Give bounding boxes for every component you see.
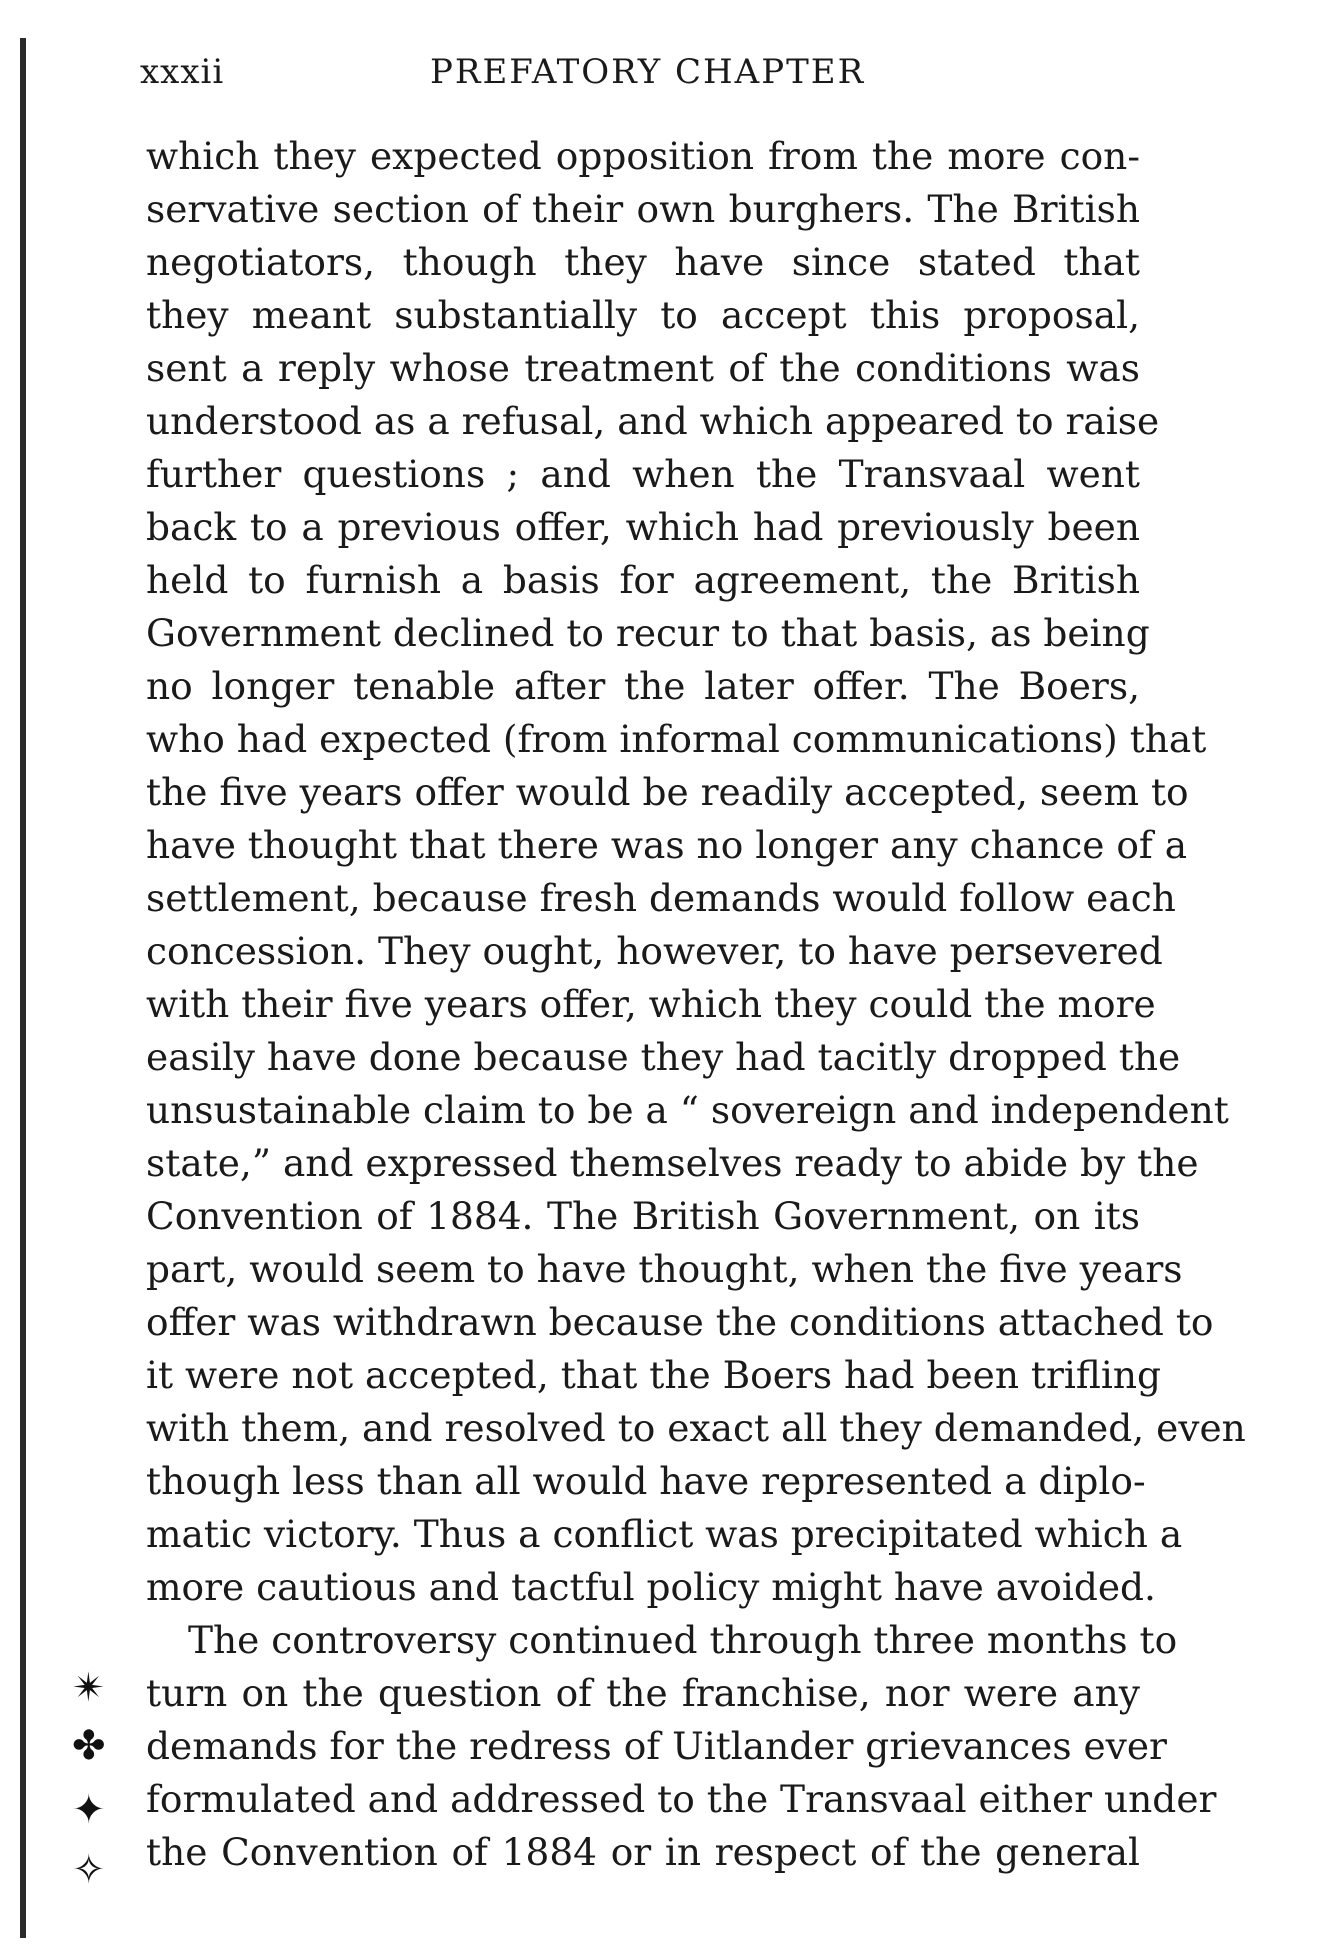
text-line: Government declined to recur to that basis, as being bbox=[146, 611, 1150, 655]
text-line: with their five years offer, which they could the more bbox=[146, 982, 1156, 1026]
text-line: servative section of their own burghers. The British bbox=[146, 187, 1140, 231]
running-header bbox=[140, 52, 880, 102]
text-line: the Convention of 1884 or in respect of the general bbox=[146, 1830, 1140, 1874]
text-line: Convention of 1884. The British Government, on its bbox=[146, 1194, 1140, 1238]
text-line: held to furnish a basis for agreement, the British bbox=[146, 558, 1140, 602]
margin-mark-icon: ✦ bbox=[72, 1787, 106, 1833]
text-line: state,” and expressed themselves ready to abide by the bbox=[146, 1141, 1199, 1185]
page-number: xxxii bbox=[140, 52, 225, 92]
text-line: unsustainable claim to be a “ sovereign and independent bbox=[146, 1088, 1229, 1132]
text-line: turn on the question of the franchise, nor were any bbox=[146, 1671, 1140, 1715]
text-line: The controversy continued through three months to bbox=[188, 1618, 1178, 1662]
paragraph bbox=[146, 130, 1246, 1614]
text-line: it were not accepted, that the Boers had been trifling bbox=[146, 1353, 1162, 1397]
body-text bbox=[146, 130, 1246, 1879]
text-line: though less than all would have represented a diplo- bbox=[146, 1459, 1146, 1503]
text-line: understood as a refusal, and which appeared to raise bbox=[146, 399, 1160, 443]
text-line: have thought that there was no longer any chance of a bbox=[146, 823, 1188, 867]
text-line: which they expected opposition from the more con- bbox=[146, 134, 1140, 178]
text-line: demands for the redress of Uitlander grievances ever bbox=[146, 1724, 1167, 1768]
text-line: offer was withdrawn because the conditions attached to bbox=[146, 1300, 1214, 1344]
text-line: settlement, because fresh demands would follow each bbox=[146, 876, 1176, 920]
text-line: sent a reply whose treatment of the conditions was bbox=[146, 346, 1140, 390]
text-line: no longer tenable after the later offer. The Boers, bbox=[146, 664, 1140, 708]
text-line: the five years offer would be readily accepted, seem to bbox=[146, 770, 1189, 814]
running-title: PREFATORY CHAPTER bbox=[430, 52, 866, 92]
margin-annotations bbox=[72, 1665, 122, 1905]
paragraph bbox=[146, 1614, 1217, 1879]
text-line: negotiators, though they have since stated that bbox=[146, 240, 1140, 284]
page-gutter-shadow bbox=[20, 38, 26, 1938]
text-line: they meant substantially to accept this proposal, bbox=[146, 293, 1140, 337]
margin-mark-icon: ✧ bbox=[72, 1847, 106, 1893]
text-line: further questions ; and when the Transvaal went bbox=[146, 452, 1140, 496]
text-line: formulated and addressed to the Transvaal either under bbox=[146, 1777, 1217, 1821]
text-line: back to a previous offer, which had previously been bbox=[146, 505, 1140, 549]
text-line: who had expected (from informal communications) that bbox=[146, 717, 1207, 761]
text-line: easily have done because they had tacitly dropped the bbox=[146, 1035, 1181, 1079]
margin-mark-icon: ✤ bbox=[72, 1723, 106, 1769]
text-line: with them, and resolved to exact all they demanded, even bbox=[146, 1406, 1246, 1450]
text-line: matic victory. Thus a conflict was precipitated which a bbox=[146, 1512, 1183, 1556]
text-line: concession. They ought, however, to have persevered bbox=[146, 929, 1163, 973]
text-line: more cautious and tactful policy might have avoided. bbox=[146, 1565, 1156, 1609]
margin-mark-icon: ✴ bbox=[72, 1665, 106, 1711]
text-line: part, would seem to have thought, when the five years bbox=[146, 1247, 1183, 1291]
